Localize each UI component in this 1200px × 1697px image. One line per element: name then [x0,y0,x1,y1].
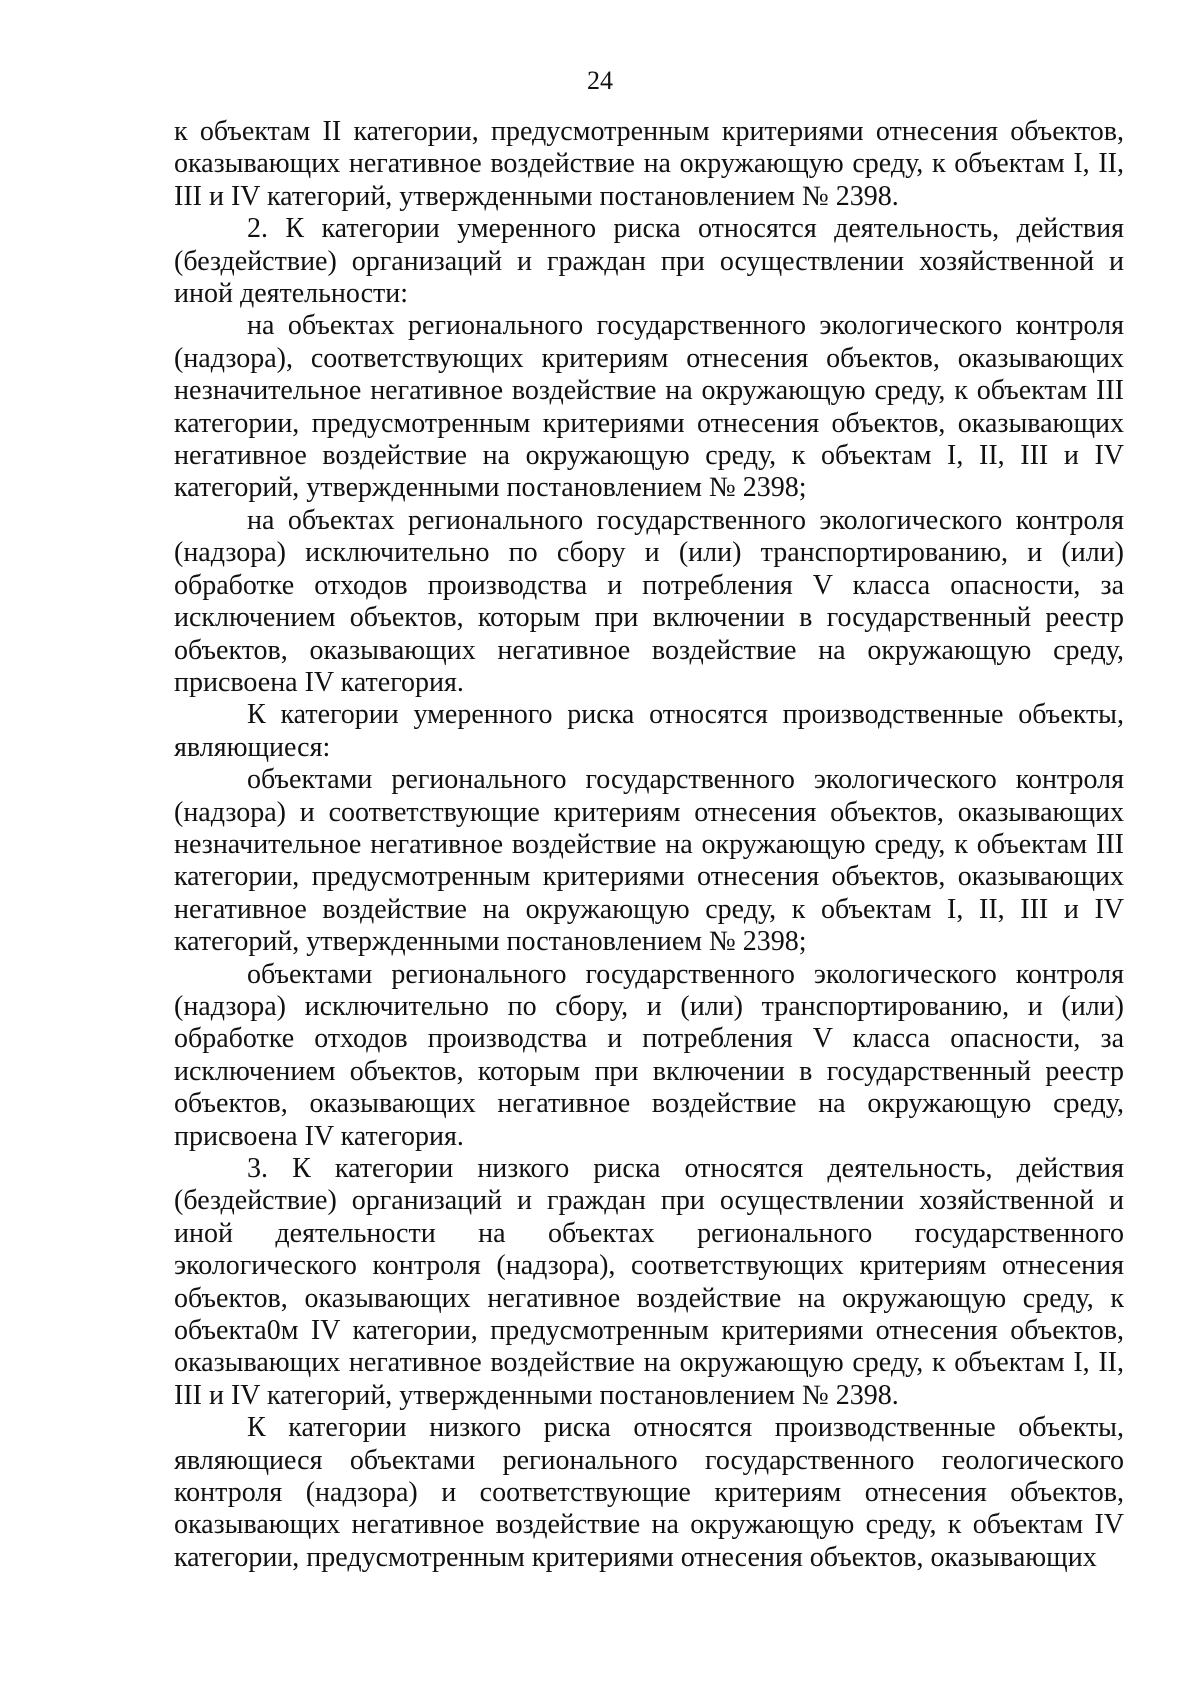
paragraph: 2. К категории умеренного риска относятся деятельность, действия (бездействие) организаций и граждан при осуществлении хозяйственной и иной деятельности: [174,213,1124,310]
paragraph: К категории умеренного риска относятся производственные объекты, являющиеся: [174,699,1124,763]
paragraph: на объектах регионального государственного экологического контроля (надзора), соответствующих критериям отнесения объектов, оказывающих незначительное негативное воздействие на окружающую среду, к объектам III категории, предусмотренным критериями отнесения объектов, оказывающих негативное воздействие на окружающую среду, к объектам I, II, III и IV категорий, утвержденными постановлением № 2398; [174,310,1124,504]
paragraph: объектами регионального государственного экологического контроля (надзора) исключительно по сбору, и (или) транспортированию, и (или) обработке отходов производства и потребления V класса опасности, за исключением объектов, которым при включении в государственный реестр объектов, оказывающих негативное воздействие на окружающую среду, присвоена IV категория. [174,958,1124,1152]
paragraph: 3. К категории низкого риска относятся деятельность, действия (бездействие) организаций и граждан при осуществлении хозяйственной и иной деятельности на объектах регионального государственного экологического контроля (надзора), соответствующих критериям отнесения объектов, оказывающих негативное воздействие на окружающую среду, к объекта0м IV категории, предусмотренным критериями отнесения объектов, оказывающих негативное воздействие на окружающую среду, к объектам I, II, III и IV категорий, утвержденными постановлением № 2398. [174,1153,1124,1411]
paragraph: на объектах регионального государственного экологического контроля (надзора) исключительно по сбору и (или) транспортированию, и (или) обработке отходов производства и потребления V класса опасности, за исключением объектов, которым при включении в государственный реестр объектов, оказывающих негативное воздействие на окружающую среду, присвоена IV категория. [174,504,1124,698]
paragraph: К категории низкого риска относятся производственные объекты, являющиеся объектами регионального государственного геологического контроля (надзора) и соответствующие критериям отнесения объектов, оказывающих негативное воздействие на окружающую среду, к объектам IV категории, предусмотренным критериями отнесения объектов, оказывающих [174,1412,1124,1573]
paragraph: к объектам II категории, предусмотренным критериями отнесения объектов, оказывающих негативное воздействие на окружающую среду, к объектам I, II, III и IV категорий, утвержденными постановлением № 2398. [174,116,1124,212]
document-body [174,116,1124,1574]
paragraph: объектами регионального государственного экологического контроля (надзора) и соответствующие критериям отнесения объектов, оказывающих незначительное негативное воздействие на окружающую среду, к объектам III категории, предусмотренным критериями отнесения объектов, оказывающих негативное воздействие на окружающую среду, к объектам I, II, III и IV категорий, утвержденными постановлением № 2398; [174,764,1124,958]
page-number: 24 [587,66,613,95]
